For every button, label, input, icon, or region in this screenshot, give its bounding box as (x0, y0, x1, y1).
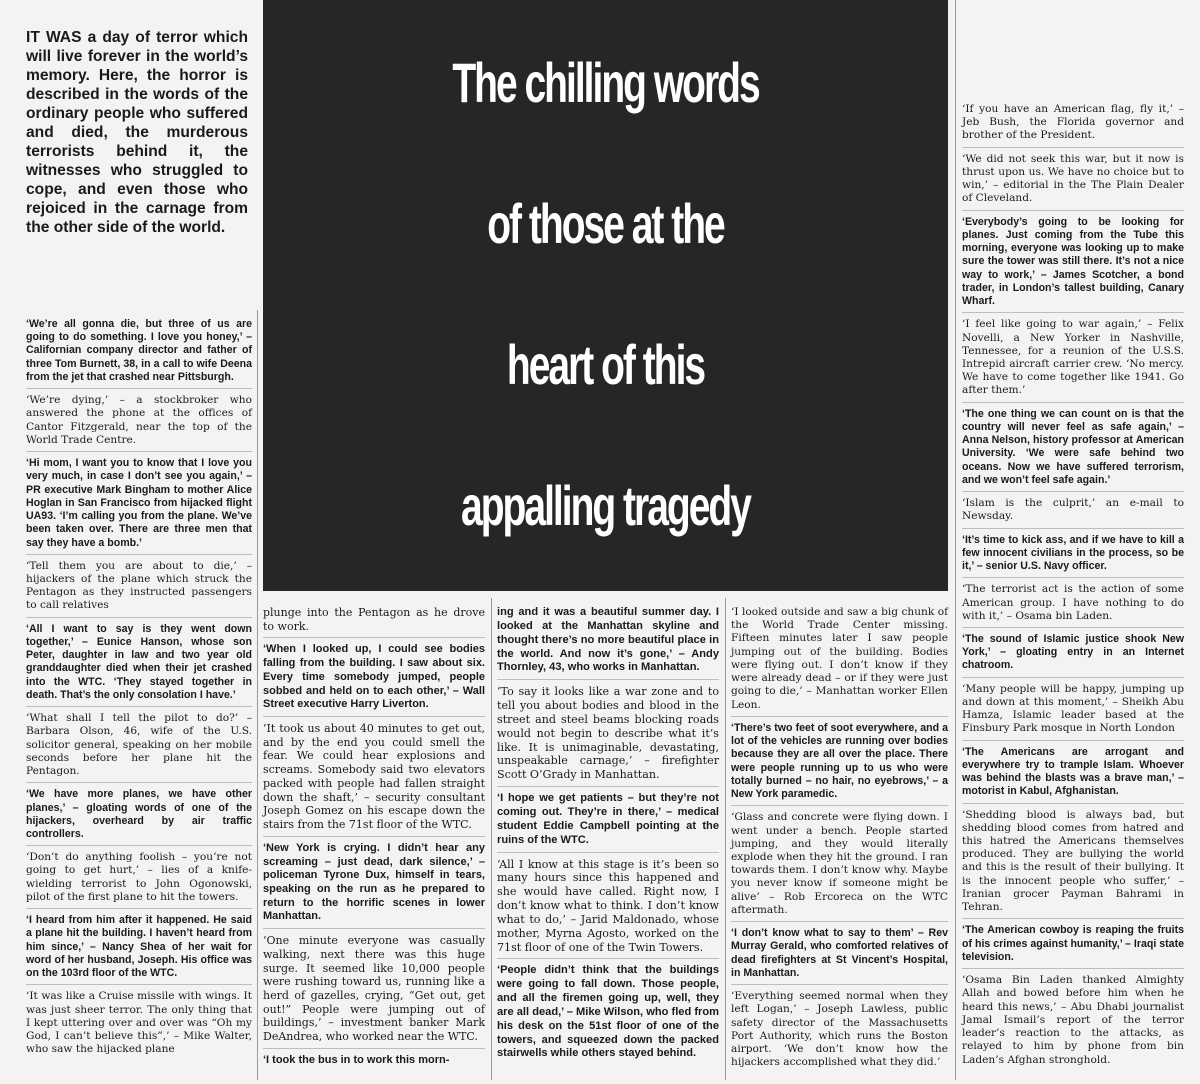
quote: ‘Islam is the culprit,’ an e-mail to Newsday. (962, 497, 1184, 528)
quote: ‘I don’t know what to say to them’ – Rev Murray Gerald, who comforted relatives of dead firefighters at St Vincent’s Hospital, in Manhattan. (731, 927, 948, 985)
column-1 (26, 318, 252, 1065)
quote: ‘There’s two feet of soot everywhere, and a lot of the vehicles are running over bodies because they are all over the place. There were people running up to us who were totally burned – no hair, no eyebrows,’ – a New York paramedic. (731, 722, 948, 806)
quote: ‘We did not seek this war, but it now is thrust upon us. We have no choice but to win,’ – editorial in the The Plain Dealer of Cleveland. (962, 153, 1184, 211)
headline-line: The chilling words (452, 53, 759, 115)
column-3 (497, 606, 719, 1070)
column-divider (491, 598, 492, 1080)
quote: ‘The one thing we can count on is that the country will never feel as safe again,’ – Anna Nelson, history professor at American University. ‘We were safe behind two oceans. Now we have suffered terrorism, and we won’t feel safe again.’ (962, 408, 1184, 492)
quote: ‘We’re all gonna die, but three of us are going to do something. I love you honey,’ – Californian company director and father of three Tom Burnett, 38, in a call to wife Deena from the jet that crashed near Pittsburgh. (26, 318, 252, 389)
column-2 (263, 606, 485, 1077)
quote: ‘To say it looks like a war zone and to tell you about bodies and blood in the street and steel beams blocking roads would not begin to describe what it’s like. It is unimaginable, devastating, unspeakable carnage,’ – firefighter Scott O’Grady in Manhattan. (497, 685, 719, 787)
quote: plunge into the Pentagon as he drove to work. (263, 606, 485, 638)
headline-line: appalling tragedy (461, 477, 750, 539)
intro-lead: IT WAS (26, 29, 82, 46)
quote: ‘If you have an American flag, fly it,’ – Jeb Bush, the Florida governor and brother of the President. (962, 103, 1184, 148)
quote: ‘One minute everyone was casually walking, next there was this huge surge. It seemed like 10,000 people were rushing toward us, running like a herd of gazelles, crying, “Get out, get out!” People were jumping out of buildings,’ – investment banker Mark DeAndrea, who worked near the WTC. (263, 934, 485, 1049)
quote: ‘I feel like going to war again,’ – Felix Novelli, a New Yorker in Nashville, Tennessee, for a reunion of the U.S.S. Intrepid aircraft carrier crew. ‘No mercy. We have to come together like 1941. Go after them.’ (962, 318, 1184, 402)
quote: ‘Shedding blood is always bad, but shedding blood comes from hatred and this hatred the Americans themselves produced. They are bullying the world and this is the result of their bullying. It is the innocent people who suffer,’ – Iranian grocer Payman Bahrami in Tehran. (962, 809, 1184, 920)
quote: ‘The Americans are arrogant and everywhere try to trample Islam. Whoever was behind the blasts was a brave man,’ – motorist in Kabul, Afghanistan. (962, 746, 1184, 804)
quote: ‘Everything seemed normal when they left Logan,’ – Joseph Lawless, public safety director of the Massachusetts Port Authority, which runs the Boston airport. ‘We don’t know how the hijackers accomplished what they did.’ (731, 990, 948, 1069)
headline (263, 0, 948, 591)
column-divider (257, 310, 258, 1080)
quote: ‘I took the bus in to work this morn- (263, 1053, 450, 1066)
quote: ‘It’s time to kick ass, and if we have to kill a few innocent civilians in the process, so be it,’ – senior U.S. Navy officer. (962, 534, 1184, 579)
quote: ‘All I know at this stage is it’s been so many hours since this happened and she would have called. Right now, I don’t know what to think. I don’t know what to do,’ – Jarid Maldonado, whose mother, Myrna Agosto, worked on the 71st floor of one of the Twin Towers. (497, 858, 719, 960)
quote: ‘I hope we get patients – but they’re not coming out. They’re in there,’ – medical student Eddie Campbell pointing at the ruins of the WTC. (497, 792, 719, 852)
quote: ‘Everybody’s going to be looking for planes. Just coming from the Tube this morning, everyone was looking up to make sure the tower was still there. It’s not a nice way to work,’ – James Scotcher, a bond trader, in London’s tallest building, Canary Wharf. (962, 216, 1184, 314)
intro-paragraph (26, 28, 248, 237)
column-divider (725, 598, 726, 1080)
quote: ‘I looked outside and saw a big chunk of the World Trade Center missing. Fifteen minutes later I saw people jumping out of the building. Bodies were flying out. I don’t know if they were already dead – or if they were just going to die,’ – Manhattan worker Ellen Leon. (731, 606, 948, 717)
quote: ‘The terrorist act is the action of some American group. I have nothing to do with it,’ – Osama bin Laden. (962, 583, 1184, 628)
quote: ‘Tell them you are about to die,’ – hijackers of the plane which struck the Pentagon as they instructed passengers to call relatives (26, 560, 252, 618)
quote: ‘It was like a Cruise missile with wings. It was just sheer terror. The only thing that I kept uttering over and over was “Oh my God, I can’t believe this”,’ – Mike Walter, who saw the hijacked plane (26, 990, 252, 1056)
quote: ‘Hi mom, I want you to know that I love you very much, in case I don’t see you again,’ – PR executive Mark Bingham to mother Alice Hoglan in San Francisco from hijacked flight UA93. ‘I’m calling you from the plane. We’ve been taken over. There are three men that say they have a bomb.’ (26, 457, 252, 555)
quote: ‘All I want to say is they went down together,’ – Eunice Hanson, whose son Peter, daughter in law and two year old granddaughter died when their jet crashed into the WTC. ‘They stayed together in death. That’s the only consolation I have.’ (26, 623, 252, 707)
quote: ‘The sound of Islamic justice shook New York,’ – gloating entry in an Internet chatroom. (962, 633, 1184, 678)
quote: ing and it was a beautiful summer day. I looked at the Manhattan skyline and thought there’s no more beautiful place in the world. And now it’s gone,’ – Andy Thornley, 43, who works in Manhattan. (497, 606, 719, 680)
quote: ‘People didn’t think that the buildings were going to fall down. Those people, and all the firemen going up, well, they are all dead,’ – Mike Wilson, who fled from his desk on the 51st floor of one of the towers, and squeezed down the packed stairwells while others stayed behind. (497, 964, 719, 1060)
quote: ‘When I looked up, I could see bodies falling from the building. I saw about six. Every time somebody jumped, people sobbed and held on to each other,’ – Wall Street executive Harry Liverton. (263, 643, 485, 717)
quote: ‘Glass and concrete were flying down. I went under a bench. People started jumping, and they would literally explode when they hit the ground. I ran towards them. I don’t know why. Maybe you never know if someone might be alive’ – Rob Ercoreca on the WTC aftermath. (731, 811, 948, 922)
column-5 (962, 103, 1184, 1076)
headline-line: of those at the (487, 194, 724, 256)
quote: ‘Many people will be happy, jumping up and down at this moment,’ – Sheikh Abu Hamza, Islamic leader based at the Finsbury Park mosque in North London (962, 683, 1184, 741)
quote: ‘We’re dying,’ – a stockbroker who answered the phone at the offices of Cantor Fitzgerald, near the top of the World Trade Centre. (26, 394, 252, 452)
quote: ‘What shall I tell the pilot to do?’ – Barbara Olson, 46, wife of the U.S. solicitor general, speaking on her mobile seconds before her plane hit the Pentagon. (26, 712, 252, 783)
quote: ‘New York is crying. I didn’t hear any screaming – just dead, dark silence,’ – policeman Tyrone Dux, himself in tears, speaking on the run as he prepared to return to the horrific scenes in lower Manhattan. (263, 842, 485, 929)
quote: ‘Don’t do anything foolish – you’re not going to get hurt,’ – lies of a knife-wielding terrorist to John Ogonowski, pilot of the first plane to hit the towers. (26, 851, 252, 909)
quote: ‘Osama Bin Laden thanked Almighty Allah and bowed before him when he heard this news,’ – Abu Dhabi journalist Jamal Ismail’s report of the terror leader’s reaction to the attacks, as relayed to him by phone from bin Laden’s Afghan stronghold. (962, 974, 1184, 1066)
quote: ‘The American cowboy is reaping the fruits of his crimes against humanity,’ – Iraqi state television. (962, 924, 1184, 969)
intro-text: a day of terror which will live forever in the world’s memory. Here, the horror is described in the words of the ordinary people who suffered and died, the murderous terrorists behind it, the witnesses who struggled to cope, and even those who rejoiced in the carnage from the other side of the world. (26, 29, 248, 236)
quote: ‘I heard from him after it happened. He said a plane hit the building. I haven’t heard from him since,’ – Nancy Shea of her wait for word of her husband, Joseph. His office was on the 103rd floor of the WTC. (26, 914, 252, 985)
quote: ‘We have more planes, we have other planes,’ – gloating words of one of the hijackers, overheard by air traffic controllers. (26, 788, 252, 846)
column-4 (731, 606, 948, 1079)
column-divider (955, 0, 956, 1080)
quote: ‘It took us about 40 minutes to get out, and by the end you could smell the fear. We could hear explosions and screams. Somebody said two elevators packed with people had fallen straight down the shaft,’ – security consultant Joseph Gomez on his escape down the stairs from the 71st floor of the WTC. (263, 722, 485, 837)
headline-line: heart of this (506, 335, 705, 397)
